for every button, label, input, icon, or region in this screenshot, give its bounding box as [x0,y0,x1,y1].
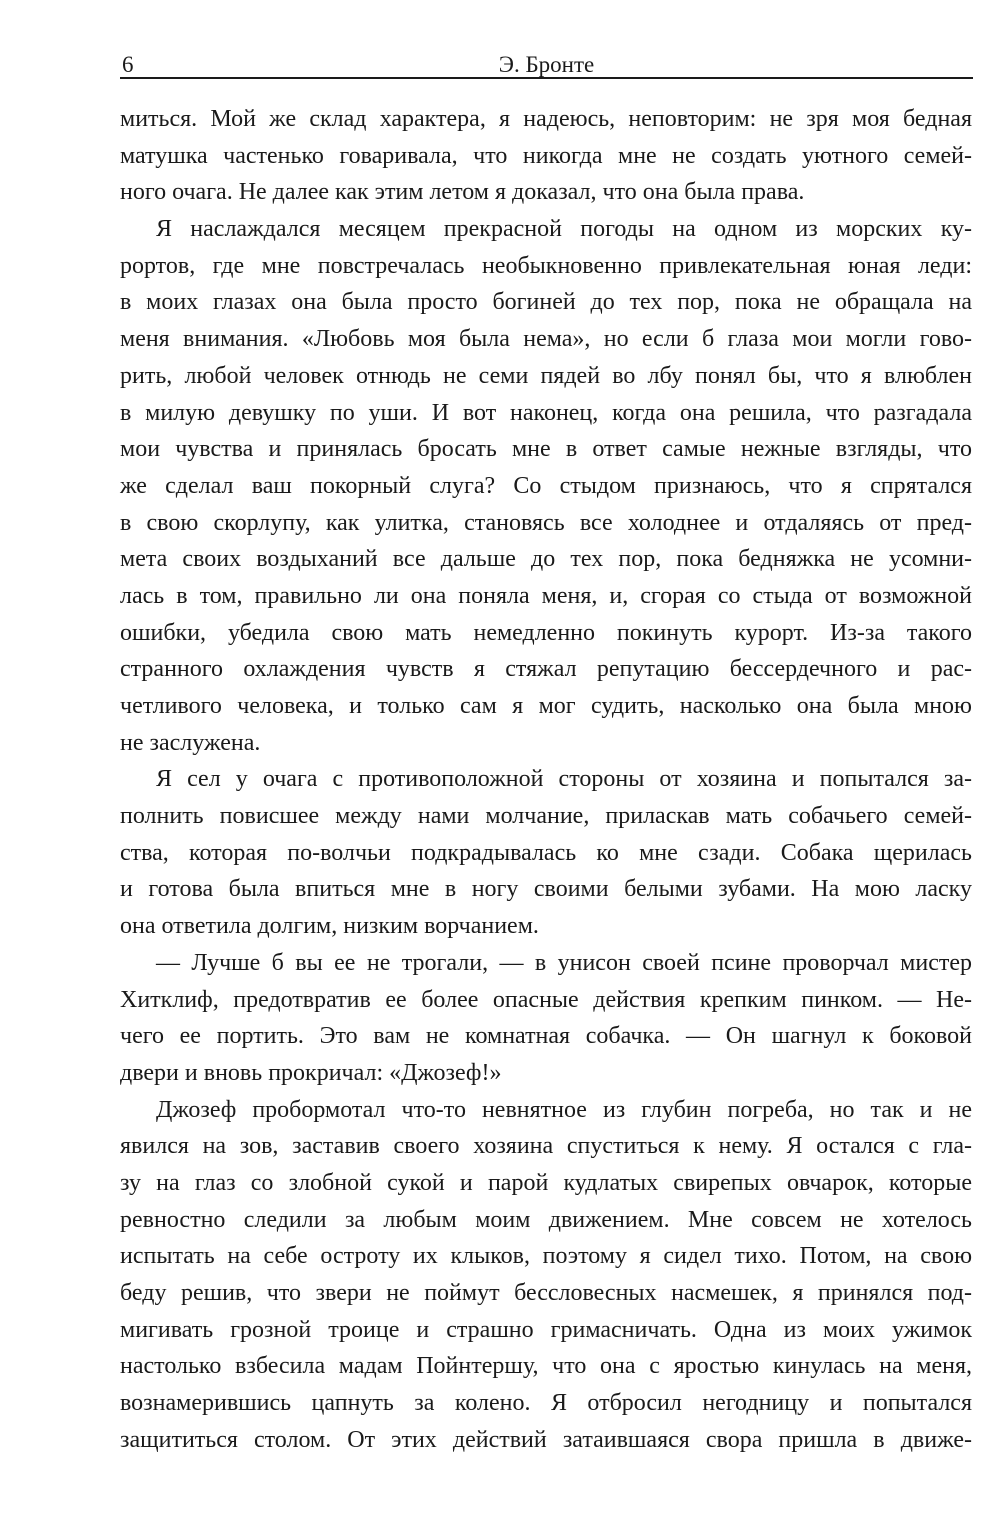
text-line: испытать на себе остроту их клыков, поэтому я сидел тихо. Потом, на свою [120,1243,972,1270]
text-line: явился на зов, заставив своего хозяина спуститься к нему. Я остался с гла- [120,1133,972,1160]
text-line: четливого человека, и только сам я мог судить, насколько она была мною [120,693,972,719]
text-line: чего ее портить. Это вам не комнатная собачка. — Он шагнул к боковой [120,1023,972,1050]
text-line: лась в том, правильно ли она поняла меня, и, сгорая со стыда от возможной [120,582,972,609]
text-line: двери и вновь прокричал: «Джозеф!» [120,1059,502,1086]
text-line: Я наслаждался месяцем прекрасной погоды на одном из морских ку- [156,216,972,243]
text-line: и готова была впиться мне в ногу своими белыми зубами. На мою ласку [120,876,972,903]
text-line: странного охлаждения чувств я стяжал репутацию бессердечного и рас- [120,656,972,683]
text-line: беду решив, что звери не поймут бессловесных насмешек, я принялся под- [120,1280,972,1306]
text-line: Хитклиф, предотвратив ее более опасные действия крепким пинком. — Не- [120,986,972,1013]
page-header [120,50,973,80]
text-line: ошибки, убедила свою мать немедленно покинуть курорт. Из-за такого [120,619,972,646]
text-line: же сделал ваш покорный слуга? Со стыдом признаюсь, что я спрятался [120,472,972,499]
text-line: защититься столом. От этих действий затаившаяся свора пришла в движе- [120,1426,972,1453]
text-line: не заслужена. [120,729,261,756]
text-line: мета своих воздыханий все дальше до тех пор, пока бедняжка не усомни- [120,546,972,573]
text-line: миться. Мой же склад характера, я надеюсь, неповторим: не зря моя бедная [120,106,972,132]
text-line: мои чувства и принялась бросать мне в ответ самые нежные взгляды, что [120,436,972,463]
text-line: матушка частенько говаривала, что никогда мне не создать уютного семей- [120,142,972,169]
text-line: — Лучше б вы ее не трогали, — в унисон своей псине проворчал мистер [156,949,972,976]
header-rule [120,77,973,79]
text-line: в милую девушку по уши. И вот наконец, когда она решила, что разгадала [120,399,972,426]
text-line: ревностно следили за любым моим движением. Мне совсем не хотелось [120,1206,972,1233]
text-line: полнить повисшее между нами молчание, приласкав мать собачьего семей- [120,803,972,830]
text-line: ного очага. Не далее как этим летом я доказал, что она была права. [120,179,805,206]
text-line: мигивать грозной троице и страшно гримасничать. Одна из моих ужимок [120,1316,972,1343]
text-line: ства, которая по-волчьи подкрадывалась ко мне сзади. Собака щерилась [120,839,972,866]
text-line: она ответила долгим, низким ворчанием. [120,913,539,940]
text-line: в свою скорлупу, как улитка, становясь все холоднее и отдаляясь от пред- [120,509,972,536]
text-line: рить, любой человек отнюдь не семи пядей во лбу понял бы, что я влюблен [120,362,972,389]
text-line: меня внимания. «Любовь моя была нема», но если б глаза мои могли гово- [120,326,972,353]
body-text [120,101,972,1458]
running-title: Э. Бронте [498,52,595,77]
text-line: Джозеф пробормотал что-то невнятное из глубин погреба, но так и не [156,1096,972,1123]
text-line: настолько взбесила мадам Пойнтершу, что она с яростью кинулась на меня, [120,1353,972,1380]
page-number: 6 [122,52,134,77]
text-line: зу на глаз со злобной сукой и парой кудлатых свирепых овчарок, которые [120,1169,972,1196]
text-line: в моих глазах она была просто богиней до тех пор, пока не обращала на [120,289,972,316]
text-line: рортов, где мне повстречалась необыкновенно привлекательная юная леди: [120,252,972,279]
text-line: вознамерившись цапнуть за колено. Я отбросил негодницу и попытался [120,1390,972,1417]
text-line: Я сел у очага с противоположной стороны от хозяина и попытался за- [156,766,972,793]
